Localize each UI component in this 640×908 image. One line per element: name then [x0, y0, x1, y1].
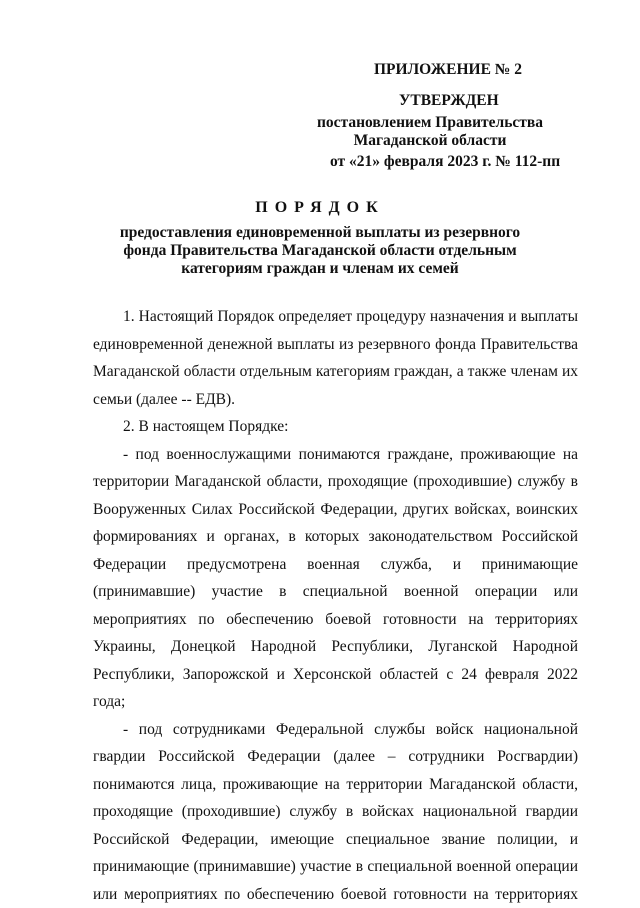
paragraph-2: 2. В настоящем Порядке:: [93, 413, 578, 441]
decree-label: постановлением Правительства Магаданской области: [300, 114, 560, 150]
document-body: [93, 303, 578, 908]
approved-label: УТВЕРЖДЕН: [399, 91, 499, 110]
paragraph-4: - под сотрудниками Федеральной службы войск национальной гвардии Российской Федерации (далее – сотрудники Росгвардии) понимаются лица, проживающие на территории Магаданской области, проходящие (проходившие) службу в войсках национальной гвардии Российской Федерации, имеющие специальное звание полиции, и принимающие (принимавшие) участие в специальной военной операции или мероприятиях по обеспечению боевой готовности на территориях: [93, 716, 578, 908]
document-subtitle: предоставления единовременной выплаты из резервного фонда Правительства Магаданской области отдельным категориям граждан и членам их семей: [110, 224, 530, 278]
paragraph-1: 1. Настоящий Порядок определяет процедуру назначения и выплаты единовременной денежной выплаты из резервного фонда Правительства Магаданской области отдельным категориям граждан, а также членам их семьи (далее -- ЕДВ).: [93, 303, 578, 413]
paragraph-3: - под военнослужащими понимаются граждане, проживающие на территории Магаданской области, проходящие (проходившие) службу в Вооруженных Силах Российской Федерации, других войсках, воинских формированиях и органах, в которых законодательством Российской Федерации предусмотрена военная служба, и принимающие (принимавшие) участие в специальной военной операции или мероприятиях по обеспечению боевой готовности на территориях Украины, Донецкой Народной Республики, Луганской Народной Республики, Запорожской и Херсонской областей с 24 февраля 2022 года;: [93, 441, 578, 716]
appendix-label: ПРИЛОЖЕНИЕ № 2: [374, 60, 522, 79]
document-title: ПОРЯДОК: [0, 199, 640, 217]
decree-date: от «21» февраля 2023 г. № 112-пп: [330, 152, 560, 171]
